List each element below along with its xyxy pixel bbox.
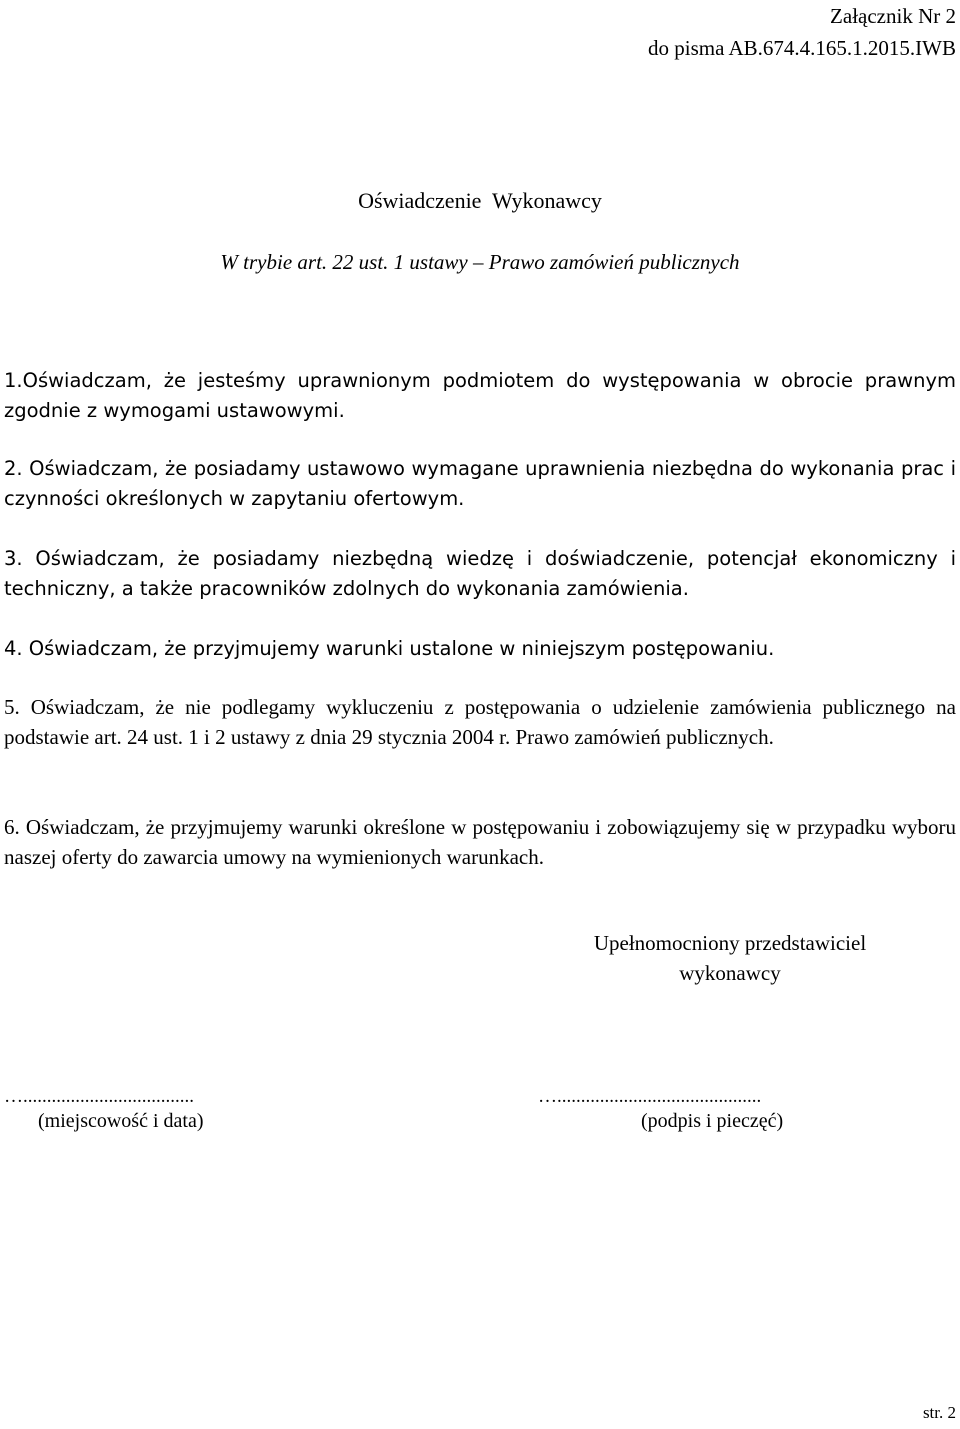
- clause-3: 3. Oświadczam, że posiadamy niezbędną wiedzę i doświadczenie, potencjał ekonomiczny i techniczny, a także pracowników zdolnych do wykonania zamówienia.: [4, 547, 956, 600]
- signature-dotted-line: …...........................................: [538, 1086, 762, 1107]
- place-date-label: (miejscowość i data): [38, 1110, 204, 1132]
- document-subtitle: W trybie art. 22 ust. 1 ustawy – Prawo zamówień publicznych: [220, 250, 740, 274]
- clause-6: 6. Oświadczam, że przyjmujemy warunki określone w postępowaniu i zobowiązujemy się w przypadku wyboru naszej oferty do zawarcia umowy na wymienionych warunkach.: [4, 815, 956, 869]
- page-number: str. 2: [922, 1403, 956, 1422]
- clause-2: 2. Oświadczam, że posiadamy ustawowo wymagane uprawnienia niezbędna do wykonania prac i czynności określonych w zapytaniu ofertowym.: [4, 457, 956, 510]
- clause-5: 5. Oświadczam, że nie podlegamy wykluczeniu z postępowania o udzielenie zamówienia publicznego na podstawie art. 24 ust. 1 i 2 ustawy z dnia 29 stycznia 2004 r. Prawo zamówień publicznych.: [4, 695, 956, 749]
- representative-line-2: wykonawcy: [679, 961, 781, 985]
- representative-line-1: Upełnomocniony przedstawiciel: [593, 931, 867, 955]
- document-title: Oświadczenie Wykonawcy: [358, 188, 602, 213]
- reference-number: do pisma AB.674.4.165.1.2015.IWB: [648, 36, 956, 60]
- clause-4: 4. Oświadczam, że przyjmujemy warunki ustalone w niniejszym postępowaniu.: [4, 637, 775, 660]
- signature-label: (podpis i pieczęć): [641, 1110, 784, 1132]
- attachment-header: [648, 0, 956, 64]
- attachment-label: Załącznik Nr 2: [830, 4, 956, 28]
- representative-block: [500, 928, 960, 988]
- place-date-dotted-line: …....................................: [4, 1086, 194, 1107]
- clause-1: 1.Oświadczam, że jesteśmy uprawnionym podmiotem do występowania w obrocie prawnym zgodnie z wymogami ustawowymi.: [4, 369, 956, 422]
